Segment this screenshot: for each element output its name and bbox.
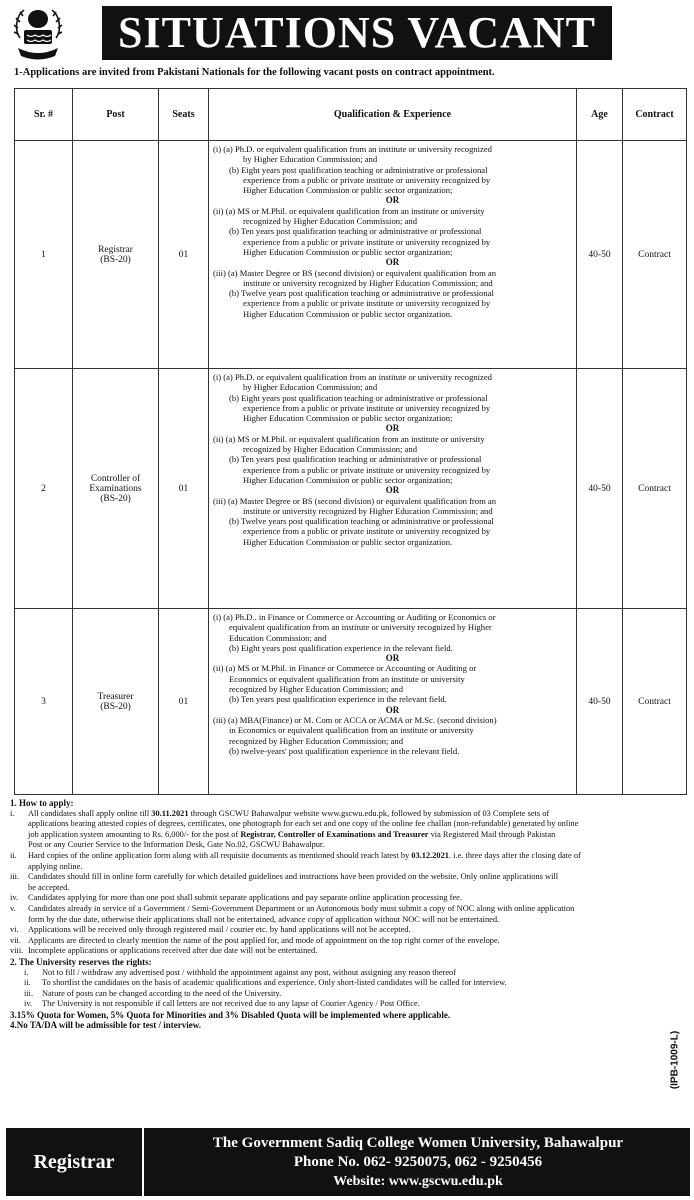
post-name: Treasurer — [97, 691, 134, 702]
qualification-line: recognized by Higher Education Commission; and — [229, 684, 403, 695]
instruction-line — [10, 946, 686, 957]
rights-text: Not to fill / withdraw any advertised post / withhold the appointment against any post, without assigning any reason thereof — [42, 967, 457, 977]
phone-numbers: Phone No. 062- 9250075, 062 - 9250456 — [293, 1154, 543, 1170]
item-number: v. — [10, 903, 16, 913]
or-separator: OR — [385, 195, 400, 206]
instruction-text: All candidates shall apply online till — [28, 808, 152, 818]
item-number: viii. — [10, 946, 24, 956]
qualification-line: Higher Education Commission or public sector organization; — [243, 246, 453, 257]
column-header: Sr. # — [15, 89, 73, 141]
post-name: Examinations — [89, 483, 142, 494]
qualification-line: (i) (a) Ph.D.. in Finance or Commerce or Accounting or Auditing or Economics or — [213, 612, 496, 622]
instruction-line — [10, 830, 686, 841]
rights-line — [10, 989, 686, 1000]
government-emblem-icon — [10, 4, 66, 64]
qualification-line: (b) Eight years post qualification teaching or administrative or professional — [229, 392, 488, 403]
age-cell: 40-50 — [577, 141, 623, 369]
item-number: ii. — [24, 978, 31, 988]
item-number: i. — [24, 967, 29, 977]
qualification-line: (b) Twelve years post qualification teaching or administrative or professional — [229, 516, 494, 527]
rights-line — [10, 978, 686, 989]
qualification-line: (iii) (a) MBA(Finance) or M. Com or ACCA or ACMA or M.Sc. (second division) — [213, 714, 497, 725]
or-separator: OR — [385, 704, 400, 715]
how-to-apply-list — [10, 809, 686, 957]
reference-code-text: (IPB-1009-L) — [669, 1030, 681, 1090]
qualification-line: (ii) (a) MS or M.Phil. or equivalent qualification from an institute or university — [213, 433, 485, 444]
table-row — [15, 609, 687, 795]
qualification-line: recognized by Higher Education Commission; and — [243, 444, 417, 455]
instruction-text: Candidates applying for more than one post shall submit separate applications and pay separate online application processing fee. — [28, 893, 462, 903]
table-row — [15, 141, 687, 369]
qualification-line: Higher Education Commission or public sector organization. — [243, 536, 453, 547]
contract-cell: Contract — [623, 141, 687, 369]
qualification-line: (b) Ten years post qualification teaching or administrative or professional — [229, 454, 482, 465]
instruction-line — [10, 915, 686, 926]
rights-heading: 2. The University reserves the rights: — [10, 956, 152, 967]
instruction-line — [10, 925, 686, 936]
column-header: Post — [73, 89, 159, 141]
qualification-line: (ii) (a) MS or M.Phil. in Finance or Commerce or Accounting or Auditing or — [213, 663, 477, 674]
item-number: iv. — [24, 999, 33, 1009]
rights-line — [10, 968, 686, 979]
rights-text: To shortlist the candidates on the basis of academic qualifications and experience. Only short-listed candidates will be called for interview. — [42, 978, 507, 988]
qualification-line: (b) Ten years post qualification teaching or administrative or professional — [229, 226, 482, 237]
post-name: Registrar — [98, 244, 133, 255]
instruction-line — [10, 840, 686, 851]
or-separator: OR — [385, 423, 400, 434]
contract-cell: Contract — [623, 369, 687, 609]
instruction-text: Incomplete applications or applications received after due date will not be entertained. — [28, 946, 318, 956]
qualification-line: (i) (a) Ph.D. or equivalent qualification from an institute or university recognized — [213, 144, 492, 154]
column-header: Contract — [623, 89, 687, 141]
instruction-text: Registrar, Controller of Examinations and Treasurer — [240, 829, 429, 839]
qualification-line: experience from a public or private institute or university recognized by — [243, 526, 491, 537]
qualification-line: equivalent qualification from an institute or university recognized by Higher — [229, 622, 492, 633]
instructions-section — [10, 798, 686, 1031]
instruction-line — [10, 904, 686, 915]
instruction-text: Applicants are directed to clearly mention the name of the post applied for, and mode of appointment on the top right corner of the envelope. — [28, 935, 500, 945]
instruction-text: Applications will be received only through registered mail / courier etc. by hand applications will not be accepted. — [28, 925, 411, 935]
qualification-line: (b) Twelve years post qualification teaching or administrative or professional — [229, 288, 494, 299]
post-cell — [73, 609, 159, 795]
or-separator: OR — [385, 257, 400, 268]
reference-code — [668, 1010, 682, 1110]
qualification-line: Higher Education Commission or public sector organization; — [243, 413, 453, 424]
university-info — [146, 1128, 690, 1196]
qualification-line: by Higher Education Commission; and — [243, 154, 378, 165]
item-number: i. — [10, 808, 15, 818]
rights-text: The University is not responsible if call letters are not received due to any lapse of Courier Agency / Post Office. — [42, 999, 420, 1009]
qualification-line: experience from a public or private institute or university recognized by — [243, 236, 491, 247]
qualification-line: Higher Education Commission or public sector organization. — [243, 308, 453, 319]
qualification-line: Higher Education Commission or public sector organization; — [243, 185, 453, 196]
item-number: iii. — [24, 988, 34, 998]
qualification-line: (b) Ten years post qualification experience in the relevant field. — [229, 694, 447, 705]
qualification-line: institute or university recognized by Higher Education Commission; and — [243, 277, 493, 288]
instruction-text: applying online. — [28, 861, 83, 871]
instruction-line — [10, 936, 686, 947]
post-scale: (BS-20) — [100, 701, 131, 712]
qualification-line: in Economics or equivalent qualification from an institute or university — [229, 725, 474, 736]
instruction-text: Candidates already in service of a Government / Semi-Government Department or an Autonomous body must submit a copy of NOC along with online application — [28, 903, 575, 913]
item-number: ii. — [10, 850, 17, 860]
intro-text: 1-Applications are invited from Pakistani Nationals for the following vacant posts on contract appointment. — [14, 67, 495, 78]
column-header: Seats — [159, 89, 209, 141]
quota-note: 3.15% Quota for Women, 5% Quota for Minorities and 3% Disabled Quota will be implemented where applicable. — [10, 1009, 451, 1020]
instruction-text: . i.e. three days after the closing date of — [448, 850, 581, 860]
qualification-cell — [209, 141, 577, 369]
post-scale: (BS-20) — [100, 493, 131, 504]
contract-cell: Contract — [623, 609, 687, 795]
instruction-text: via Registered Mail through Pakistan — [428, 829, 556, 839]
footer-bar — [6, 1128, 690, 1196]
seats-cell: 01 — [159, 141, 209, 369]
post-name: Controller of — [90, 473, 141, 484]
qualification-line: Education Commission; and — [229, 632, 327, 643]
instruction-text: Candidates should fill in online form carefully for which detailed guidelines and instructions have been provided on the website. Only online applications will — [28, 872, 559, 882]
instruction-line — [10, 893, 686, 904]
instruction-text: 03.12.2021 — [411, 850, 449, 860]
qualification-line: recognized by Higher Education Commission; and — [243, 216, 417, 227]
age-cell: 40-50 — [577, 369, 623, 609]
post-cell — [73, 369, 159, 609]
qualification-line: institute or university recognized by Higher Education Commission; and — [243, 505, 493, 516]
qualification-cell — [209, 369, 577, 609]
qualification-line: (b) twelve-years' post qualification experience in the relevant field. — [229, 745, 460, 756]
qualification-line: (i) (a) Ph.D. or equivalent qualification from an institute or university recognized — [213, 372, 492, 382]
posts-table — [14, 88, 687, 795]
sr-cell: 1 — [15, 141, 73, 369]
instruction-text: 30.11.2021 — [151, 808, 189, 818]
instruction-line — [10, 883, 686, 894]
or-separator: OR — [385, 653, 400, 664]
qualification-line: (b) Eight years post qualification experience in the relevant field. — [229, 642, 453, 653]
item-number: iv. — [10, 893, 19, 903]
registrar-label: Registrar — [6, 1128, 144, 1196]
item-number: vi. — [10, 925, 19, 935]
seats-cell: 01 — [159, 609, 209, 795]
website-link[interactable]: Website: www.gscwu.edu.pk — [333, 1174, 503, 1189]
seats-cell: 01 — [159, 369, 209, 609]
instruction-text: Hard copies of the online application form along with all requisite documents as mentioned should reach latest by — [28, 850, 412, 860]
instruction-line — [10, 809, 686, 820]
column-header: Qualification & Experience — [209, 89, 577, 141]
age-cell: 40-50 — [577, 609, 623, 795]
instruction-text: form by the due date, otherwise their applications shall not be entertained, advance copy of application without NOC will not be entertained. — [28, 914, 500, 924]
table-row — [15, 369, 687, 609]
ta-da-note: 4.No TA/DA will be admissible for test / interview. — [10, 1020, 201, 1031]
or-separator: OR — [385, 485, 400, 496]
instruction-line — [10, 872, 686, 883]
header — [6, 4, 690, 66]
sr-cell: 2 — [15, 369, 73, 609]
qualification-line: (iii) (a) Master Degree or BS (second division) or equivalent qualification from an — [213, 495, 497, 506]
item-number: iii. — [10, 872, 20, 882]
rights-text: Nature of posts can be changed according to the need of the University. — [42, 988, 282, 998]
university-name: The Government Sadiq College Women University, Bahawalpur — [212, 1135, 624, 1151]
table-header-row — [15, 89, 687, 141]
item-number: vii. — [10, 935, 21, 945]
qualification-line: experience from a public or private institute or university recognized by — [243, 402, 491, 413]
qualification-line: (iii) (a) Master Degree or BS (second division) or equivalent qualification from an — [213, 267, 497, 278]
post-cell — [73, 141, 159, 369]
instruction-text: job application system amounting to Rs. 6,000/- for the post of — [28, 829, 241, 839]
column-header: Age — [577, 89, 623, 141]
qualification-line: experience from a public or private institute or university recognized by — [243, 464, 491, 475]
rights-line — [10, 999, 686, 1010]
instruction-line — [10, 819, 686, 830]
page-title: SITUATIONS VACANT — [102, 6, 612, 60]
qualification-line: (ii) (a) MS or M.Phil. or equivalent qualification from an institute or university — [213, 205, 485, 216]
qualification-cell — [209, 609, 577, 795]
qualification-line: experience from a public or private institute or university recognized by — [243, 298, 491, 309]
instruction-text: be accepted. — [28, 882, 70, 892]
instruction-line — [10, 862, 686, 873]
qualification-line: by Higher Education Commission; and — [243, 382, 378, 393]
instruction-line — [10, 851, 686, 862]
qualification-line: Higher Education Commission or public sector organization; — [243, 474, 453, 485]
sr-cell: 3 — [15, 609, 73, 795]
how-to-apply-heading: 1. How to apply: — [10, 798, 74, 808]
rights-list — [10, 968, 686, 1010]
qualification-line: experience from a public or private institute or university recognized by — [243, 174, 491, 185]
qualification-line: Economics or equivalent qualification from an institute or university — [229, 673, 465, 684]
instruction-text: Post or any Courier Service to the Information Desk, Gate No.02, GSCWU Bahawalpur. — [28, 840, 325, 850]
post-scale: (BS-20) — [100, 254, 131, 265]
instruction-text: applications bearing attested copies of degrees, certificates, one photograph for each set and one copy of the online fee challan (non-refundable) generated by online — [28, 819, 579, 829]
qualification-line: (b) Eight years post qualification teaching or administrative or professional — [229, 164, 488, 175]
instruction-text: through GSCWU Bahawalpur website www.gscwu.edu.pk, followed by submission of 03 Complete sets of — [188, 808, 550, 818]
qualification-line: recognized by Higher Education Commission; and — [229, 735, 403, 746]
